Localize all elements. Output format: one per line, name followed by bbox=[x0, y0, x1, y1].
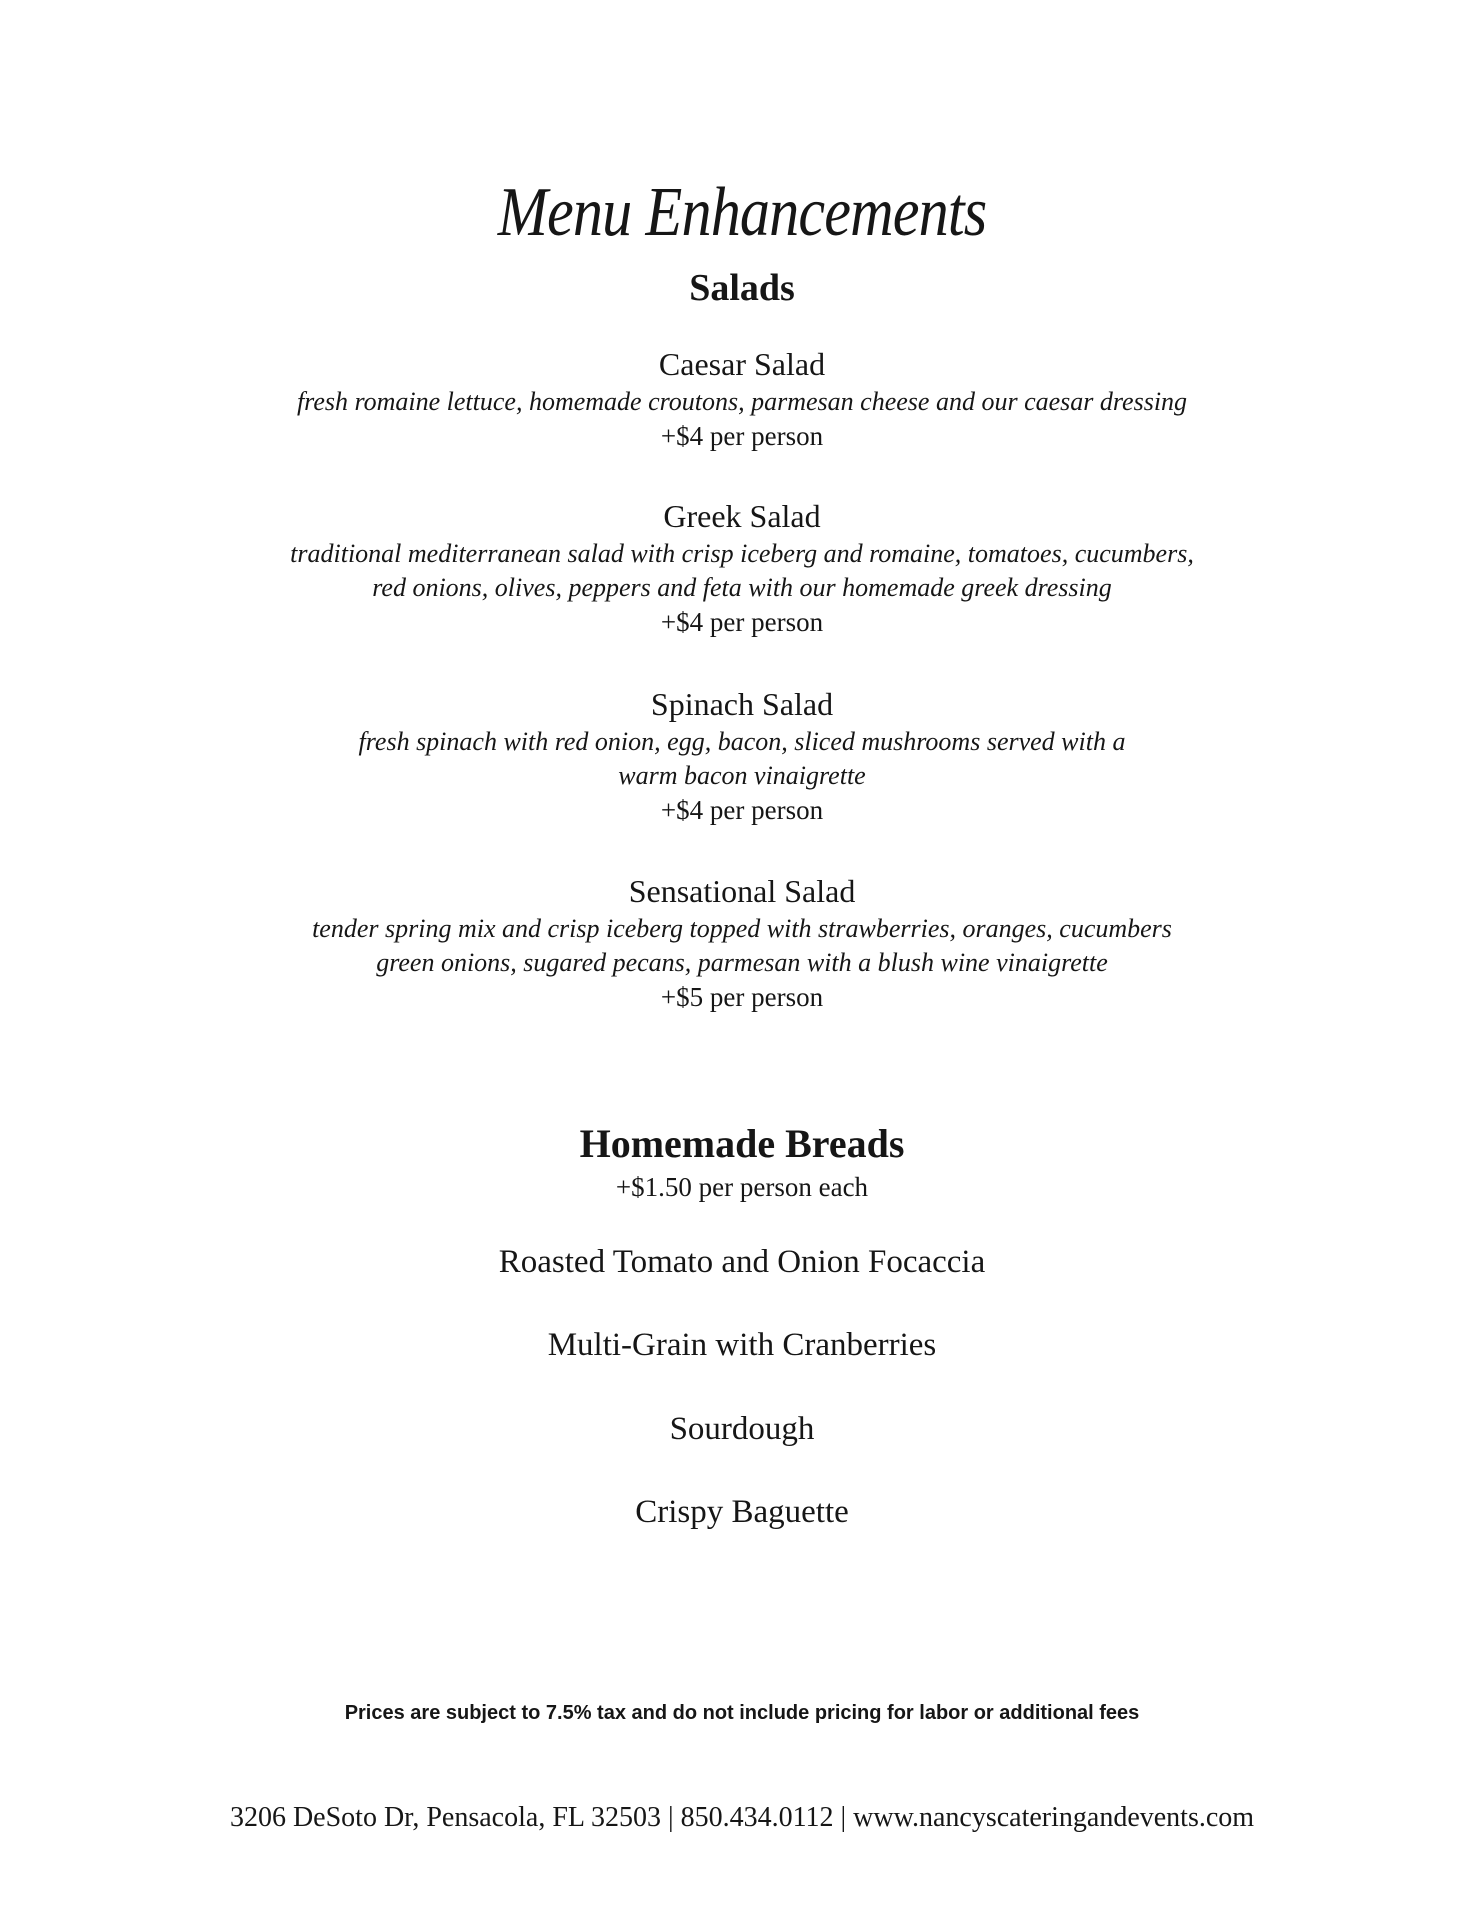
pricing-note: Prices are subject to 7.5% tax and do not include pricing for labor or additional fees bbox=[344, 1702, 1140, 1724]
item-name: Sensational Salad bbox=[628, 873, 856, 909]
item-name: Greek Salad bbox=[663, 498, 821, 534]
bread-item: Roasted Tomato and Onion Focaccia bbox=[498, 1244, 986, 1280]
item-description: fresh romaine lettuce, homemade croutons, parmesan cheese and our caesar dressing bbox=[296, 387, 1188, 416]
item-price: +$4 per person bbox=[660, 795, 824, 825]
breads-price: +$1.50 per person each bbox=[615, 1172, 869, 1202]
contact-footer: 3206 DeSoto Dr, Pensacola, FL 32503 | 850.434.0112 | www.nancyscateringandevents.com bbox=[229, 1802, 1255, 1833]
bread-item: Multi-Grain with Cranberries bbox=[547, 1327, 937, 1363]
salad-item-sensational bbox=[0, 871, 1484, 1014]
salads-heading: Salads bbox=[689, 267, 795, 309]
item-description: tender spring mix and crisp iceberg topped with strawberries, oranges, cucumbers green onions, sugared pecans, parmesan with a blush wine vinaigrette bbox=[312, 914, 1172, 977]
item-description: fresh spinach with red onion, egg, bacon, sliced mushrooms served with a warm bacon vinaigrette bbox=[358, 727, 1126, 790]
salad-item-caesar bbox=[0, 344, 1484, 453]
item-price: +$4 per person bbox=[660, 421, 824, 451]
item-description: traditional mediterranean salad with crisp iceberg and romaine, tomatoes, cucumbers, red onions, olives, peppers and feta with our homemade greek dressing bbox=[290, 539, 1194, 602]
item-name: Spinach Salad bbox=[650, 686, 834, 722]
salad-item-spinach bbox=[0, 684, 1484, 827]
page-title: Menu Enhancements bbox=[497, 174, 987, 251]
bread-item: Sourdough bbox=[669, 1411, 815, 1447]
bread-item: Crispy Baguette bbox=[635, 1494, 849, 1530]
item-name: Caesar Salad bbox=[658, 346, 826, 382]
item-price: +$5 per person bbox=[660, 982, 824, 1012]
item-price: +$4 per person bbox=[660, 607, 824, 637]
breads-heading: Homemade Breads bbox=[579, 1121, 905, 1166]
salad-item-greek bbox=[0, 496, 1484, 639]
